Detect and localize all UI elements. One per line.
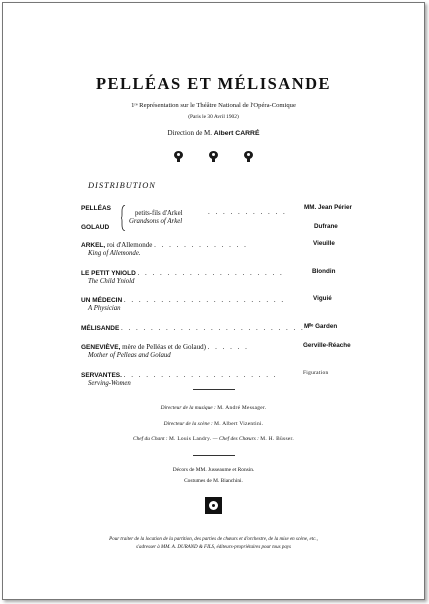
role-servantes: SERVANTES. . . . . . . . . . . . . . . . . . . . . .	[81, 371, 278, 379]
divider	[193, 389, 235, 390]
actor-melisande: Mˡˡᵉ Garden	[304, 323, 338, 330]
yniold-en: The Child Yniold	[88, 278, 135, 285]
footer-line-1: Pour traiter de la location de la partition, des parties de chœurs et d'orchestre, de la mise en scène, etc.,	[109, 537, 318, 542]
role-arkel: ARKEL, roi d'Allemonde . . . . . . . . . . . . .	[81, 241, 248, 249]
distribution-heading: DISTRIBUTION	[88, 181, 156, 190]
arkel-en: King of Allemonde.	[88, 250, 141, 257]
fleuron-ornament-icon	[243, 151, 254, 162]
actor-servantes: Figuration	[303, 370, 329, 376]
role-genevieve: GENEVIÈVE, mère de Pelléas et de Golaud) . . . . . .	[81, 343, 249, 351]
director-name: Albert CARRÉ	[213, 130, 260, 137]
actor-medecin: Viguié	[313, 295, 332, 302]
score-page	[2, 2, 425, 600]
credit-chant: Chef du Chant : M. Louis Landry. — Chef des Chœurs : M. H. Büsser.	[133, 436, 294, 442]
role-yniold: LE PETIT YNIOLD . . . . . . . . . . . . . . . . . . . .	[81, 269, 284, 277]
fleuron-ornament-icon	[173, 151, 184, 162]
genevieve-en: Mother of Pelleas and Golaud	[88, 352, 171, 359]
role-medecin: UN MÉDECIN . . . . . . . . . . . . . . . . . . . . . .	[81, 296, 286, 304]
decor-credit: Décors de MM. Jusseaume et Ronsin.	[172, 467, 255, 473]
opera-title: PELLÉAS ET MÉLISANDE	[95, 74, 332, 93]
dot-leader: . . . . . . . . . . .	[208, 208, 287, 216]
medecin-en: A Physician	[88, 305, 121, 312]
role-melisande: MÉLISANDE . . . . . . . . . . . . . . . . . . . . . . . . .	[81, 324, 305, 332]
role-golaud: GOLAUD	[81, 224, 110, 231]
ornament-row	[3, 149, 424, 167]
brothers-desc-en: Grandsons of Arkel	[129, 218, 183, 225]
direction-prefix: Direction de M.	[167, 129, 213, 137]
servantes-en: Serving-Women	[88, 380, 131, 387]
credit-scene: Directeur de la scène : M. Albert Vizentini.	[163, 421, 264, 427]
premiere-date: (Paris le 30 Avril 1902)	[188, 114, 239, 120]
actor-arkel: Vieuille	[313, 240, 335, 247]
actor-golaud: Dufrane	[314, 223, 338, 230]
brothers-desc: petits-fils d'Arkel	[135, 210, 183, 217]
publisher-emblem-icon	[205, 497, 222, 514]
fleuron-ornament-icon	[208, 151, 219, 162]
footer-line-2: s'adresser à MM. A. DURAND & FILS, éditeurs-propriétaires pour tous pays	[136, 545, 291, 550]
actor-pelleas: MM. Jean Périer	[304, 204, 352, 211]
divider	[193, 455, 235, 456]
actor-yniold: Blondin	[312, 268, 336, 275]
costume-credit: Costumes de M. Bianchini.	[184, 478, 243, 484]
credit-music: Directeur de la musique : M. André Messager.	[160, 405, 267, 411]
premiere-line: 1ʳᵉ Représentation sur le Théâtre National de l'Opéra-Comique	[131, 102, 296, 109]
actor-genevieve: Gerville-Réache	[303, 342, 351, 349]
brace-icon	[121, 205, 126, 231]
direction-line	[3, 129, 424, 137]
role-pelleas: PELLÉAS	[81, 205, 111, 212]
